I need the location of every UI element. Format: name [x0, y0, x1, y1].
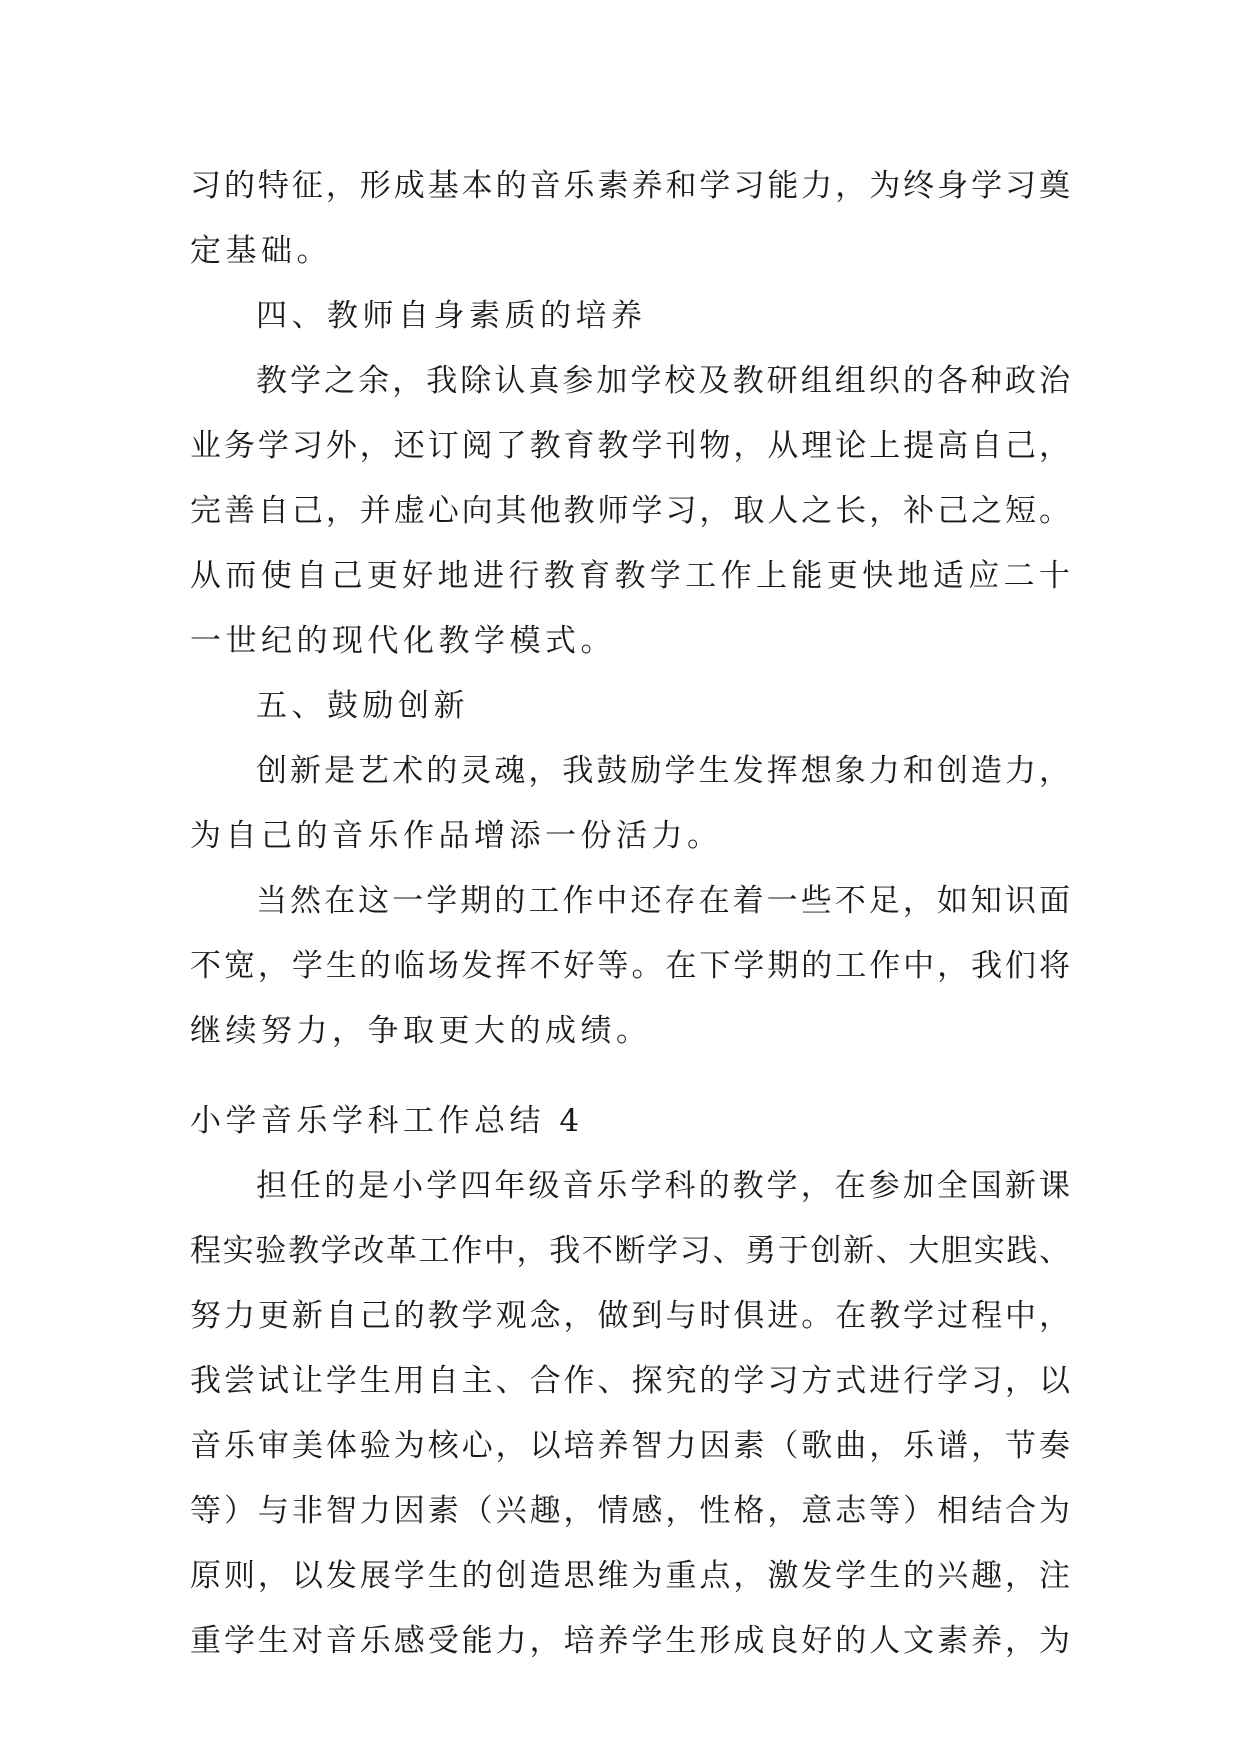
text-line: 完善自己，并虚心向其他教师学习，取人之长，补己之短。	[190, 493, 1070, 529]
text-line: 我尝试让学生用自主、合作、探究的学习方式进行学习，以	[190, 1363, 1070, 1399]
text-line: 担任的是小学四年级音乐学科的教学，在参加全国新课	[256, 1168, 1070, 1204]
text-line: 等）与非智力因素（兴趣，情感，性格，意志等）相结合为	[190, 1493, 1070, 1529]
text-line: 创新是艺术的灵魂，我鼓励学生发挥想象力和创造力，	[256, 753, 1070, 789]
text-line: 习的特征，形成基本的音乐素养和学习能力，为终身学习奠	[190, 168, 1070, 204]
section-heading: 四、教师自身素质的培养	[256, 298, 647, 334]
text-line: 不宽，学生的临场发挥不好等。在下学期的工作中，我们将	[190, 948, 1070, 984]
text-line: 业务学习外，还订阅了教育教学刊物，从理论上提高自己，	[190, 428, 1070, 464]
text-line: 程实验教学改革工作中，我不断学习、勇于创新、大胆实践、	[190, 1233, 1070, 1269]
text-line: 一世纪的现代化教学模式。	[190, 623, 616, 659]
text-line: 教学之余，我除认真参加学校及教研组组织的各种政治	[256, 363, 1070, 399]
text-line: 努力更新自己的教学观念，做到与时俱进。在教学过程中，	[190, 1298, 1070, 1334]
text-line: 音乐审美体验为核心，以培养智力因素（歌曲，乐谱，节奏	[190, 1428, 1070, 1464]
text-line: 定基础。	[190, 233, 332, 269]
text-line: 继续努力，争取更大的成绩。	[190, 1013, 652, 1049]
text-line: 当然在这一学期的工作中还存在着一些不足，如知识面	[256, 883, 1070, 919]
article-title: 小学音乐学科工作总结 4	[190, 1103, 584, 1139]
text-line: 原则，以发展学生的创造思维为重点，激发学生的兴趣，注	[190, 1558, 1070, 1594]
text-line: 为自己的音乐作品增添一份活力。	[190, 818, 723, 854]
text-line: 从而使自己更好地进行教育教学工作上能更快地适应二十	[190, 558, 1070, 594]
text-line: 重学生对音乐感受能力，培养学生形成良好的人文素养，为	[190, 1623, 1070, 1659]
section-heading: 五、鼓励创新	[256, 688, 469, 724]
